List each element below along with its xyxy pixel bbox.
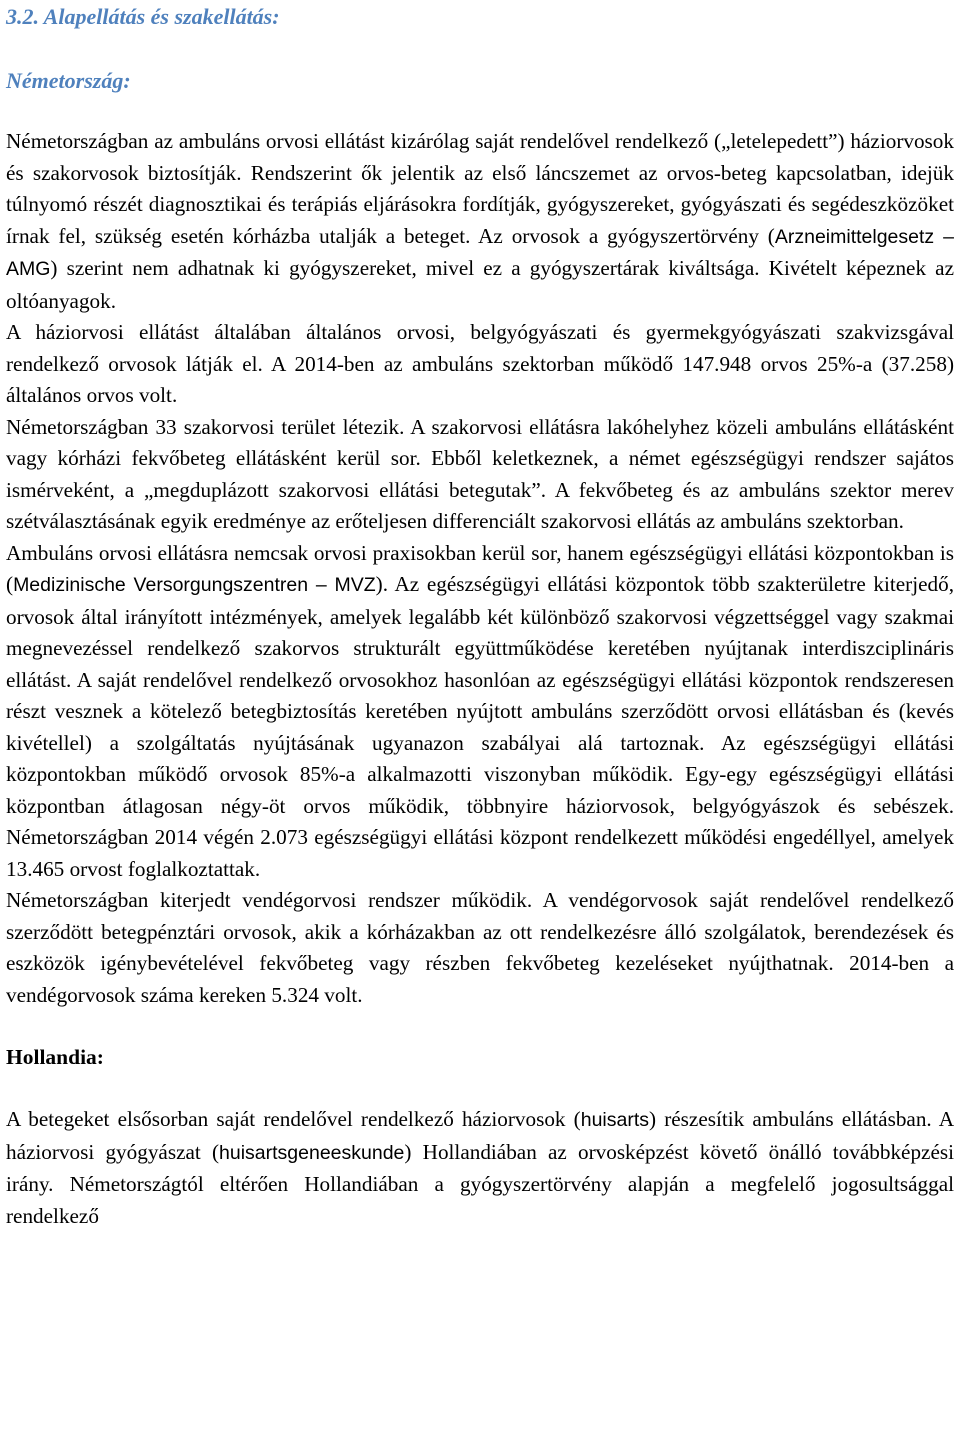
paragraph-germany-3: Németországban 33 szakorvosi terület létezik. A szakorvosi ellátásra lakóhelyhez közeli ambuláns ellátásként vagy kórházi fekvőbeteg ellátásként kerül sor. Ebből keletkeznek, a német egészségügyi rendszer sajátos ismérveként, a „megduplázott szakorvosi ellátási betegutak”. A fekvőbeteg és az ambuláns szektor merev szétválasztásának egyik eredménye az erőteljesen differenciált szakorvosi ellátás az ambuláns szektorban. <box>6 414 954 533</box>
paragraph-text: ). Az egészségügyi ellátási központok több szakterületre kiterjedő, orvosok által irányított intézmények, amelyek legalább két különböző szakorvosi végzettséggel vagy szakmai megnevezéssel rendelkező szakorvos strukturált együttműködése keretében nyújtanak interdiszciplináris ellátást. A saját rendelővel rendelkező orvosokhoz hasonlóan az egészségügyi ellátási központok rendszeresen részt vesznek a kötelező betegbiztosítás keretében nyújtott ambuláns szerződött orvosi ellátásban és (kevés kivétellel) a szolgáltatás nyújtásának ugyanazon szabályai alá tartoznak. Az egészségügyi ellátási központokban működő orvosok 85%-a alkalmazotti viszonyban működik. Egy-egy egészségügyi ellátási központban átlagosan négy-öt orvos működik, többnyire háziorvosok, belgyógyászok és sebészek. Németországban 2014 végén 2.073 egészségügyi ellátási központ rendelkezett működési engedéllyel, amelyek 13.465 orvost foglalkoztattak. <box>6 572 954 881</box>
paragraph-netherlands-1 <box>6 1104 954 1232</box>
netherlands-section <box>6 1104 954 1232</box>
paragraph-germany-2: A háziorvosi ellátást általában általános orvosi, belgyógyászati és gyermekgyógyászati szakvizsgával rendelkező orvosok látják el. A 2014-ben az ambuláns szektorban működő 147.948 orvos 25%-a (37.258) általános orvos volt. <box>6 320 954 407</box>
section-heading: 3.2. Alapellátás és szakellátás: <box>6 4 280 29</box>
paragraph-germany-1 <box>6 126 954 317</box>
term-amg: Arzneimittelgesetz – AMG <box>6 225 954 280</box>
paragraph-text: Rendszerint ők jelentik az első láncszemet az orvos-beteg kapcsolatban, idejük túlnyomó részét diagnosztikai és terápiás eljárásokra fordítják, gyógyszereket, gyógyászati és segédeszközöket írnak fel, szükség esetén kórházba utalják a beteget. <box>6 160 954 248</box>
term-mvz: Medizinische Versorgungszentren – MVZ <box>13 574 376 596</box>
term-huisartsgeneeskunde: huisartsgeneeskunde <box>219 1141 405 1164</box>
paragraph-text: A betegeket elsősorban saját rendelővel rendelkező háziorvosok ( <box>6 1107 581 1131</box>
paragraph-text: Ambuláns orvosi ellátásra nemcsak orvosi praxisokban kerül sor, hanem egészségügyi ellátási központokban is ( <box>6 540 954 596</box>
paragraph-text: ) Hollandiában az orvosképzést követő önálló továbbképzési irány. Németországtól eltérően Hollandiában a gyógyszertörvény alapján a megfelelő jogosultsággal rendelkező <box>6 1139 954 1228</box>
term-huisarts: huisarts <box>580 1109 650 1131</box>
paragraph-germany-4 <box>6 538 954 886</box>
paragraph-text: ) szerint nem adhatnak ki gyógyszereket, mivel ez a gyógyszertárak kiváltsága. Kivételt képeznek az oltóanyagok. <box>6 256 954 313</box>
paragraph-text: Az orvosok a gyógyszertörvény ( <box>470 223 775 248</box>
germany-section <box>6 126 954 1011</box>
document-page <box>6 0 954 1232</box>
country-heading-germany: Németország: <box>6 68 131 93</box>
country-heading-netherlands: Hollandia: <box>6 1045 104 1069</box>
paragraph-text: ) részesítik ambuláns ellátásban. A háziorvosi gyógyászat ( <box>6 1107 955 1164</box>
paragraph-germany-5: Németországban kiterjedt vendégorvosi rendszer működik. A vendégorvosok saját rendelővel rendelkező szerződött betegpénztári orvosok, akik a kórházakban az ott rendelkezésre álló szolgálatok, berendezések és eszközök igénybevételével fekvőbeteg vagy részben fekvőbeteg kezeléseket nyújthatnak. 2014-ben a vendégorvosok száma kereken 5.324 volt. <box>6 888 954 1007</box>
paragraph-text: Németországban az ambuláns orvosi ellátást kizárólag saját rendelővel rendelkező („letelepedett”) háziorvosok és szakorvosok biztosítják. <box>6 129 954 185</box>
